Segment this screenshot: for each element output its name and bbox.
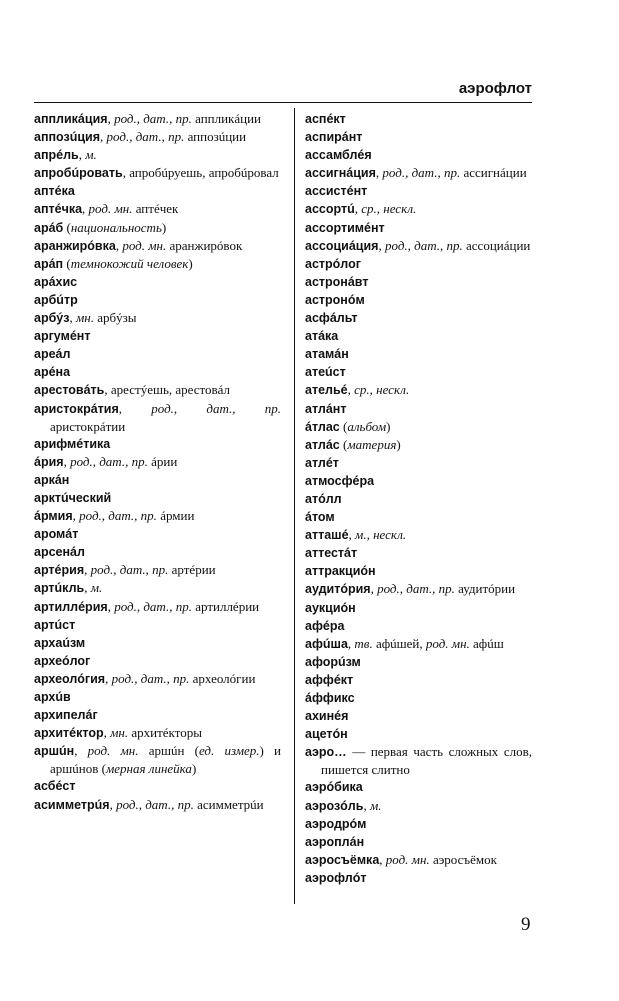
- entry-headword: аттестáт: [305, 546, 358, 561]
- dictionary-entry: [34, 724, 281, 742]
- entry-grammar-note: мн.: [75, 310, 94, 326]
- entry-headword: арсенáл: [34, 545, 85, 560]
- dictionary-entry: [34, 200, 281, 218]
- entry-text: аристокрáтии: [50, 418, 126, 434]
- entry-headword: атамáн: [305, 347, 349, 362]
- dictionary-entry: [305, 381, 532, 399]
- entry-grammar-note: род., дат., пр.: [114, 598, 192, 614]
- entry-headword: аптéчка: [34, 202, 83, 217]
- entry-text: архитéкторы: [128, 725, 202, 741]
- entry-headword: арáб: [34, 220, 64, 235]
- entry-headword: аэроплáн: [305, 834, 365, 849]
- entry-text: ,: [347, 635, 355, 651]
- dictionary-entry: [34, 652, 281, 670]
- entry-grammar-note: темнокожий человек: [70, 255, 189, 271]
- entry-text: — первая часть сложных слов, пишется слитно: [321, 744, 532, 778]
- entry-headword: аэросъёмка: [305, 852, 380, 867]
- entry-text: ,: [105, 670, 112, 686]
- entry-text: ): [188, 255, 193, 271]
- dictionary-entry: [34, 634, 281, 652]
- entry-text: ассоциáции: [462, 237, 531, 253]
- entry-grammar-note: ед. измер.: [198, 743, 260, 759]
- dictionary-entry: [34, 670, 281, 688]
- dictionary-entry: [305, 653, 532, 671]
- entry-headword: асфáльт: [305, 311, 358, 326]
- entry-grammar-note: альбом: [347, 418, 387, 434]
- dictionary-entry: [305, 778, 532, 796]
- dictionary-entry: [34, 345, 281, 363]
- dictionary-entry: [305, 255, 532, 273]
- dictionary-entry: [305, 671, 532, 689]
- entry-grammar-note: род., дат., пр.: [111, 670, 190, 686]
- dictionary-entry: [305, 725, 532, 743]
- entry-text: ,: [84, 562, 91, 578]
- entry-text: (: [63, 255, 71, 271]
- entry-headword: астронóм: [305, 292, 365, 307]
- dictionary-entry: [34, 110, 281, 128]
- entry-text: ): [386, 418, 391, 434]
- entry-text: ,: [363, 797, 370, 813]
- entry-text: аптéчек: [132, 201, 179, 217]
- entry-text: аппликáции: [191, 111, 262, 126]
- dictionary-entry: [305, 418, 532, 436]
- entry-headword: ассигнáция: [305, 166, 376, 181]
- dictionary-entry: [34, 706, 281, 724]
- entry-text: асимметрúи: [193, 796, 264, 812]
- entry-headword: артиллéрия: [34, 599, 108, 614]
- entry-headword: апробúровать: [34, 166, 123, 181]
- entry-headword: аэрозóль: [305, 798, 364, 813]
- entry-text: артéрии: [168, 562, 216, 578]
- entry-headword: аркáн: [34, 472, 70, 487]
- entry-text: ): [161, 219, 167, 235]
- entry-headword: артúкль: [34, 581, 85, 596]
- dictionary-entry: [305, 743, 532, 778]
- entry-headword: аристокрáтия: [34, 401, 119, 416]
- dictionary-entry: [34, 507, 281, 525]
- dictionary-entry: [34, 237, 281, 255]
- dictionary-entry: [305, 544, 532, 562]
- entry-headword: арктúческий: [34, 490, 112, 505]
- entry-grammar-note: род., дат., пр.: [151, 400, 281, 416]
- entry-headword: ассортú: [305, 202, 355, 217]
- dictionary-entry: [305, 526, 532, 544]
- entry-headword: аэродрóм: [305, 816, 367, 831]
- dictionary-entry: [305, 490, 532, 508]
- page-number: 9: [521, 914, 531, 935]
- dictionary-entry: [305, 833, 532, 851]
- entry-text: (: [339, 436, 348, 452]
- entry-headword: афорúзм: [305, 654, 361, 669]
- entry-headword: астрóлог: [305, 256, 361, 271]
- dictionary-entry: [34, 146, 281, 164]
- entry-headword: аромáт: [34, 527, 79, 542]
- entry-text: аэросъёмок: [429, 851, 497, 867]
- dictionary-entry: [305, 219, 532, 237]
- dictionary-entry: [305, 400, 532, 418]
- entry-headword: атмосфéра: [305, 473, 375, 488]
- entry-headword: атташé: [305, 528, 349, 543]
- entry-text: ,: [118, 400, 152, 416]
- entry-grammar-note: тв.: [354, 635, 373, 651]
- entry-headword: аппозúция: [34, 130, 101, 145]
- dictionary-entry: [305, 237, 532, 255]
- dictionary-entry: [34, 598, 281, 616]
- entry-headword: арáхис: [34, 274, 78, 289]
- entry-headword: áрмия: [34, 509, 73, 524]
- entry-headword: ассистéнт: [305, 184, 368, 199]
- entry-text: ,: [74, 743, 88, 759]
- dictionary-entry: [34, 182, 281, 200]
- entry-headword: аэрофлóт: [305, 870, 367, 885]
- entry-text: (: [63, 219, 71, 235]
- entry-text: ,: [379, 851, 386, 867]
- entry-grammar-note: м.: [85, 147, 97, 163]
- entry-grammar-note: материя: [347, 436, 397, 452]
- dictionary-entry: [305, 869, 532, 887]
- dictionary-entry: [305, 617, 532, 635]
- entry-text: , арестýешь, арестовáл: [104, 382, 230, 398]
- dictionary-entry: [34, 327, 281, 345]
- entry-headword: аффéкт: [305, 672, 354, 687]
- dictionary-entry: [34, 128, 281, 146]
- entry-headword: ахинéя: [305, 709, 349, 724]
- entry-grammar-note: род., дат., пр.: [90, 562, 169, 578]
- entry-headword: áтом: [305, 510, 335, 525]
- dictionary-entry: [305, 327, 532, 345]
- entry-headword: аргумéнт: [34, 329, 91, 344]
- entry-text: ,: [82, 201, 89, 217]
- left-column: [34, 110, 281, 814]
- entry-headword: ательé: [305, 383, 348, 398]
- entry-headword: аршúн: [34, 744, 75, 759]
- entry-grammar-note: м.: [369, 797, 382, 813]
- entry-text: ,: [100, 129, 107, 145]
- entry-grammar-note: ср., нескл.: [361, 201, 417, 217]
- entry-grammar-note: род. мн.: [88, 201, 133, 217]
- entry-text: археолóгии: [189, 670, 256, 686]
- dictionary-entry: [305, 146, 532, 164]
- entry-headword: апрéль: [34, 148, 79, 163]
- entry-headword: ассортимéнт: [305, 220, 385, 235]
- entry-headword: атлáс: [305, 437, 340, 452]
- entry-text: ,: [107, 111, 115, 126]
- entry-headword: аспирáнт: [305, 130, 363, 145]
- entry-headword: архаúзм: [34, 635, 86, 650]
- dictionary-entry: [305, 562, 532, 580]
- entry-text: афúшей,: [372, 635, 426, 651]
- entry-headword: ассамблéя: [305, 148, 372, 163]
- entry-grammar-note: национальность: [70, 219, 162, 235]
- entry-headword: ареáл: [34, 347, 71, 362]
- entry-text: аудитóрии: [454, 581, 516, 597]
- dictionary-entry: [34, 742, 281, 777]
- dictionary-entry: [34, 400, 281, 435]
- dictionary-entry: [34, 796, 281, 814]
- entry-text: ,: [115, 237, 123, 253]
- entry-text: аппозúции: [184, 129, 247, 145]
- entry-text: , апробúруешь, апробúровал: [122, 165, 279, 181]
- entry-grammar-note: род., дат., пр.: [377, 581, 455, 597]
- dictionary-entry: [305, 635, 532, 653]
- dictionary-entry: [34, 471, 281, 489]
- entry-headword: аспéкт: [305, 112, 346, 126]
- entry-text: ,: [370, 581, 378, 597]
- dictionary-entry: [305, 689, 532, 707]
- entry-headword: археолóгия: [34, 671, 106, 686]
- entry-text: артиллéрии: [191, 598, 260, 614]
- entry-grammar-note: мн.: [110, 725, 129, 741]
- entry-headword: артéрия: [34, 563, 85, 578]
- entry-headword: арифмéтика: [34, 436, 111, 451]
- entry-headword: аттракциóн: [305, 564, 376, 579]
- dictionary-entry: [34, 543, 281, 561]
- entry-headword: архипелáг: [34, 708, 98, 723]
- entry-grammar-note: род., дат., пр.: [70, 453, 148, 469]
- entry-text: ,: [354, 201, 362, 217]
- entry-headword: археóлог: [34, 653, 91, 668]
- entry-grammar-note: род., дат., пр.: [382, 165, 461, 181]
- entry-headword: артúст: [34, 617, 76, 632]
- entry-headword: атóлл: [305, 491, 342, 506]
- dictionary-entry: [305, 815, 532, 833]
- dictionary-entry: [34, 453, 281, 471]
- entry-headword: асбéст: [34, 779, 76, 794]
- entry-text: (: [339, 418, 348, 434]
- entry-headword: атеúст: [305, 365, 346, 380]
- running-head: аэрофлот: [458, 80, 532, 97]
- entry-headword: асимметрúя: [34, 797, 110, 812]
- dictionary-entry: [34, 435, 281, 453]
- entry-text: ): [396, 436, 401, 452]
- column-divider: [294, 108, 295, 904]
- dictionary-entry: [34, 291, 281, 309]
- dictionary-entry: [34, 273, 281, 291]
- entry-headword: áффикс: [305, 691, 355, 705]
- dictionary-entry: [305, 345, 532, 363]
- entry-grammar-note: род., дат., пр.: [114, 111, 192, 126]
- dictionary-entry: [305, 436, 532, 454]
- dictionary-entry: [305, 797, 532, 815]
- entry-text: ,: [109, 796, 117, 812]
- entry-headword: аэрóбика: [305, 780, 363, 795]
- dictionary-entry: [305, 599, 532, 617]
- dictionary-entry: [305, 472, 532, 490]
- dictionary-entry: [34, 363, 281, 381]
- dictionary-entry: [34, 164, 281, 182]
- entry-headword: аппликáция: [34, 112, 108, 126]
- dictionary-entry: [305, 580, 532, 598]
- dictionary-entry: [305, 182, 532, 200]
- entry-grammar-note: род., дат., пр.: [384, 237, 463, 253]
- dictionary-entry: [305, 110, 532, 128]
- entry-headword: аранжирóвка: [34, 238, 116, 253]
- entry-text: ) и аршúнов (: [50, 743, 282, 777]
- entry-headword: áтлас: [305, 419, 340, 434]
- dictionary-entry: [34, 489, 281, 507]
- entry-text: аршúн (: [138, 743, 199, 759]
- dictionary-entry: [305, 363, 532, 381]
- entry-headword: арáп: [34, 256, 64, 271]
- entry-headword: астронáвт: [305, 274, 369, 289]
- entry-headword: афúша: [305, 636, 348, 651]
- entry-text: ,: [347, 382, 355, 398]
- dictionary-entry: [34, 579, 281, 597]
- entry-headword: аэро…: [305, 745, 347, 760]
- entry-text: арбýзы: [93, 310, 137, 326]
- entry-headword: аптéка: [34, 184, 75, 199]
- entry-headword: атáка: [305, 329, 339, 344]
- entry-headword: аудитóрия: [305, 582, 371, 597]
- entry-text: ,: [107, 598, 115, 614]
- dictionary-entry: [305, 508, 532, 526]
- entry-text: ,: [63, 453, 71, 469]
- entry-headword: áрия: [34, 454, 64, 469]
- entry-headword: арбýз: [34, 311, 70, 326]
- entry-headword: архитéктор: [34, 726, 104, 741]
- entry-headword: арбúтр: [34, 292, 78, 307]
- entry-headword: арестовáть: [34, 383, 105, 398]
- entry-grammar-note: род. мн.: [87, 743, 139, 759]
- entry-grammar-note: род. мн.: [385, 851, 430, 867]
- dictionary-entry: [305, 291, 532, 309]
- entry-grammar-note: род., дат., пр.: [116, 796, 194, 812]
- entry-grammar-note: род. мн.: [122, 237, 167, 253]
- dictionary-entry: [305, 851, 532, 869]
- entry-text: ,: [375, 165, 383, 181]
- entry-grammar-note: мерная линейка: [105, 761, 192, 777]
- entry-text: афúш: [469, 635, 504, 651]
- dictionary-entry: [305, 200, 532, 218]
- entry-text: ,: [378, 237, 385, 253]
- header-rule: [34, 102, 532, 103]
- entry-headword: ацетóн: [305, 727, 348, 742]
- dictionary-entry: [305, 164, 532, 182]
- entry-text: ,: [348, 527, 356, 543]
- entry-text: ,: [78, 147, 86, 163]
- dictionary-entry: [305, 454, 532, 472]
- dictionary-entry: [305, 128, 532, 146]
- entry-grammar-note: ср., нескл.: [354, 382, 410, 398]
- entry-text: аранжирóвок: [166, 237, 243, 253]
- dictionary-entry: [34, 525, 281, 543]
- dictionary-entry: [34, 688, 281, 706]
- entry-text: ассигнáции: [460, 165, 527, 181]
- entry-headword: архúв: [34, 690, 71, 704]
- dictionary-entry: [305, 309, 532, 327]
- entry-headword: афéра: [305, 618, 345, 633]
- dictionary-entry: [34, 309, 281, 327]
- dictionary-entry: [34, 255, 281, 273]
- entry-headword: ассоциáция: [305, 238, 379, 253]
- right-column: [305, 110, 532, 887]
- entry-text: ): [191, 761, 197, 777]
- dictionary-entry: [34, 381, 281, 399]
- entry-text: ,: [69, 310, 76, 326]
- dictionary-entry: [34, 777, 281, 795]
- entry-grammar-note: м., нескл.: [355, 527, 407, 543]
- dictionary-entry: [305, 273, 532, 291]
- entry-text: áрмии: [156, 508, 195, 524]
- entry-text: ,: [84, 580, 91, 596]
- entry-headword: атлáнт: [305, 401, 347, 416]
- entry-grammar-note: род. мн.: [425, 635, 470, 651]
- entry-text: ,: [72, 508, 80, 524]
- entry-text: ,: [103, 725, 111, 741]
- entry-headword: арéна: [34, 365, 71, 380]
- dictionary-entry: [34, 616, 281, 634]
- dictionary-entry: [305, 707, 532, 725]
- dictionary-entry: [34, 219, 281, 237]
- entry-grammar-note: род., дат., пр.: [106, 129, 185, 145]
- dictionary-entry: [34, 561, 281, 579]
- entry-headword: аукциóн: [305, 600, 356, 615]
- entry-text: áрии: [147, 453, 178, 469]
- entry-headword: атлéт: [305, 455, 339, 470]
- entry-grammar-note: м.: [90, 580, 103, 596]
- entry-grammar-note: род., дат., пр.: [79, 508, 157, 524]
